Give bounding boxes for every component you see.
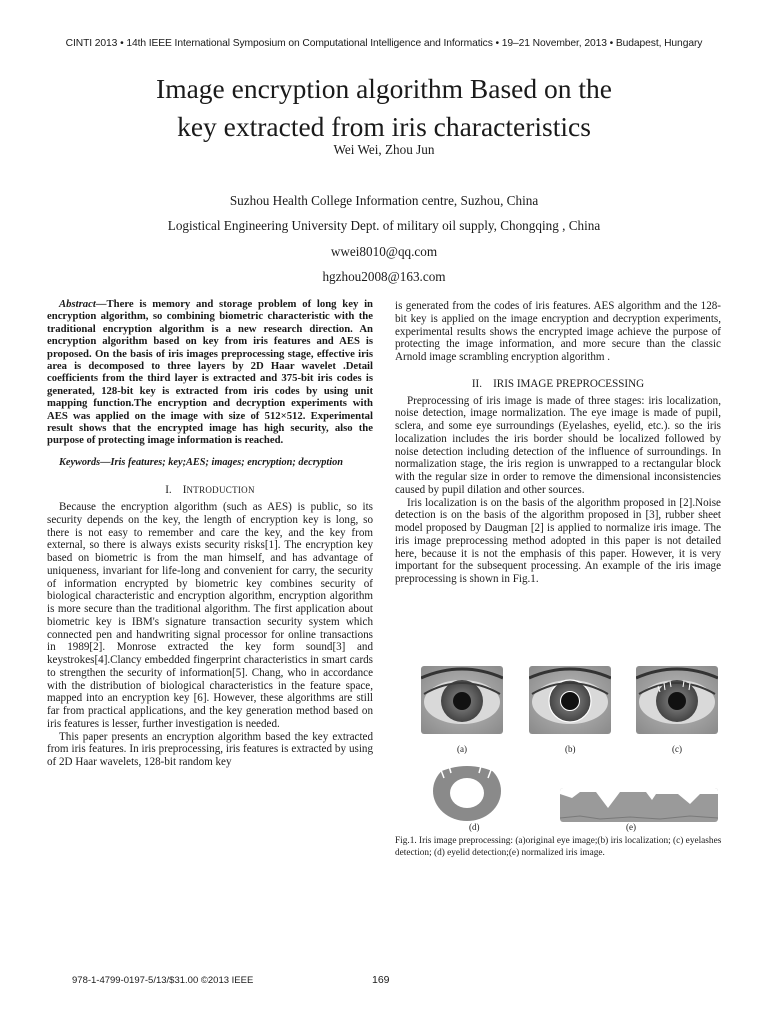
section-2-title: IRIS IMAGE PREPROCESSING bbox=[493, 377, 645, 390]
normalized-iris-strip bbox=[560, 788, 718, 822]
conference-header: CINTI 2013 • 14th IEEE International Symposium on Computational Intelligence and Informatics • 19–21 November, 2013 • Budapest, Hungary bbox=[65, 38, 703, 49]
affiliation-1: Suzhou Health College Information centre, Suzhou, China bbox=[229, 193, 539, 208]
section-1-title-rest: NTRODUCTION bbox=[186, 485, 255, 496]
figure-label-c: (c) bbox=[672, 744, 682, 754]
email-2: hgzhou2008@163.com bbox=[322, 269, 446, 284]
intro-paragraph-2-continued: is generated from the codes of iris features. AES algorithm and the 128-bit key is applied on the image encryption and decryption experiments, experimental results shows the encrypted image achieve the purpose of protecting the image information, and more secure than the classic Arnold image scrambling encryption algorithm . bbox=[395, 300, 721, 363]
paper-title bbox=[60, 70, 708, 146]
authors: Wei Wei, Zhou Jun bbox=[333, 142, 435, 157]
preprocessing-paragraph-2: Iris localization is on the basis of the algorithm proposed in [2].Noise detection is on the basis of the algorithm proposed in [3], rubber sheet model proposed by Daugman [2] is applied to normalize iris image. The iris image preprocessing method adopted in this paper is not detailed here, because it is not the emphasis of this paper. However, it is very important for the subsequent processing. An example of the iris image preprocessing is shown in Fig.1. bbox=[395, 496, 721, 585]
footer-isbn: 978-1-4799-0197-5/13/$31.00 ©2013 IEEE bbox=[72, 975, 254, 986]
left-column bbox=[47, 298, 373, 769]
iris-eyelid-detection bbox=[431, 760, 503, 822]
figure-1-caption: Fig.1. Iris image preprocessing: (a)original eye image;(b) iris localization; (c) eyelashes detection; (d) eyelid detection;(e) normalized iris image. bbox=[395, 836, 722, 858]
keywords bbox=[47, 457, 373, 469]
abstract-text: There is memory and storage problem of long key in encryption algorithm, so combining biometric characteristic with the traditional encryption algorithm is a new research direction. An encryption algorithm based on key from iris features and AES is proposed. On the basis of iris images preprocessing stage, effective iris area is decomposed to three layers by 2D Haar wavelet .Detail coefficients from the third layer is extracted and 375-bit iris codes is generated, 128-bit key is extracted from iris codes by using unit mapping function.The encryption and decryption experiments with AES was applied on the image with size of 512×512. Experimental result shows that the encrypted image has high security, also the purpose of protecting image information is reached. bbox=[47, 298, 373, 447]
figure-label-d: (d) bbox=[469, 822, 480, 832]
intro-paragraph-2: This paper presents an encryption algorithm based the key extracted from iris features. In iris preprocessing, iris features is extracted by using of 2D Haar wavelets, 128-bit random key bbox=[47, 730, 373, 769]
title-line-2: key extracted from iris characteristics bbox=[177, 111, 591, 142]
section-1-title-initial: I bbox=[182, 484, 187, 497]
affiliation-2: Logistical Engineering University Dept. of military oil supply, Chongqing , China bbox=[167, 218, 601, 233]
title-line-1: Image encryption algorithm Based on the bbox=[156, 73, 612, 104]
section-2-numeral: II. bbox=[471, 377, 483, 390]
section-2-heading bbox=[395, 378, 721, 391]
page-number: 169 bbox=[372, 974, 390, 986]
eye-image-original bbox=[421, 666, 503, 734]
figure-label-a: (a) bbox=[457, 744, 467, 754]
preprocessing-paragraph-1: Preprocessing of iris image is made of three stages: iris localization, noise detection, image normalization. The eye image is made of pupil, sclera, and some eye surroundings (Eyelashes, eyelid, etc.). so the iris localization includes the iris border should be localized followed by noise detection including detection of the influence of surroundings. In normalization stage, the iris region is unwrapped to a rectangular block with the regular size in order to remove the dimensional inconsistencies caused by pupil dilation and other sources. bbox=[395, 394, 721, 496]
keywords-text: Iris features; key;AES; images; encryption; decryption bbox=[110, 456, 344, 468]
eye-image-localization bbox=[529, 666, 611, 734]
figure-1 bbox=[415, 660, 735, 845]
intro-paragraph-1: Because the encryption algorithm (such as AES) is public, so its security depends on the key, the length of encryption key is long, so there is not easy to remember and care the key, and the key from external, so there is always exists security risks[1]. The encryption key based on biometric is from the man himself, and has advantage of uniqueness, invariant for life-long and convenient for carry, the security of information encrypted by biometric key combines security of biological characteristic and encryption algorithm, encryption algorithm is more secure than the traditional algorithm. The first application about biometric key is IBM's signature transaction security system which connected pen and handwriting signal processor for online transactions in 1989[2]. Monrose extracted the key form sound[3] and keystrokes[4].Clancy embedded fingerprint characteristics in smart cards to strengthen the security of information[5]. Chang, who in accordance with the distribution of biological characteristics in the feature space, mapped into an encryption key [6]. However, these algorithms are still far from practical applications, and the key generation method based on iris features is lesser, further investigation is needed. bbox=[47, 501, 373, 730]
section-1-heading bbox=[47, 484, 373, 497]
abstract bbox=[47, 298, 373, 447]
right-column bbox=[395, 300, 721, 586]
abstract-label: Abstract— bbox=[59, 298, 107, 310]
eye-image-eyelash-detection bbox=[636, 666, 718, 734]
section-1-numeral: I. bbox=[165, 484, 172, 497]
keywords-label: Keywords— bbox=[59, 456, 111, 468]
email-1: wwei8010@qq.com bbox=[330, 244, 438, 259]
figure-label-e: (e) bbox=[626, 822, 636, 832]
figure-label-b: (b) bbox=[565, 744, 576, 754]
